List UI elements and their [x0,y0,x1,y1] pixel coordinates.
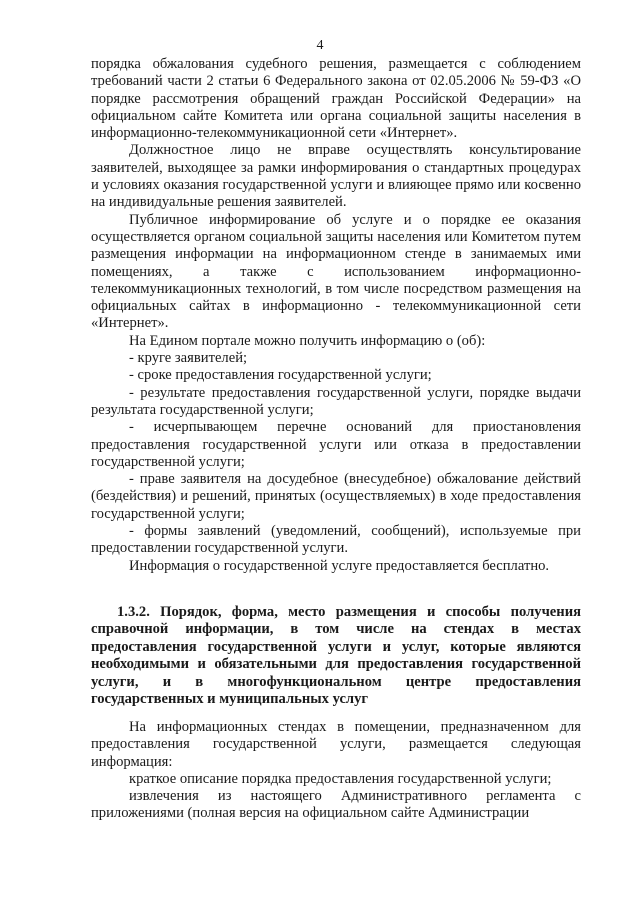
list-item: - исчерпывающем перечне оснований для приостановления предоставления государственной услуги или отказа в предоставлении государственной услуги; [91,419,581,470]
list-item: - результате предоставления государственной услуги, порядке выдачи результата государственной услуги; [91,384,581,418]
body-section-1 [91,56,581,575]
paragraph: На информационных стендах в помещении, предназначенном для предоставления государственной услуги, размещается следующая информация: [91,719,581,770]
paragraph: краткое описание порядка предоставления государственной услуги; [129,770,552,787]
paragraph: порядка обжалования судебного решения, размещается с соблюдением требований части 2 статьи 6 Федерального закона от 02.05.2006 № 59-ФЗ «О порядке рассмотрения обращений граждан Российской Федерации» на официальном сайте Комитета или органа социальной защиты населения в информационно-телекоммуникационной сети «Интернет». [91,56,581,142]
page-number: 4 [316,38,324,53]
paragraph: Должностное лицо не вправе осуществлять консультирование заявителей, выходящее за рамки информирования о стандартных процедурах и условиях оказания государственной услуги и влияющее прямо или косвенно на индивидуальные решения заявителей. [91,142,581,211]
paragraph: На Едином портале можно получить информацию о (об): [129,332,486,349]
section-heading: 1.3.2. Порядок, форма, место размещения и способы получения справочной информации, в том числе на стендах в местах предоставления государственной услуги и услуг, которые являются необходимыми и обязательными для предоставления государственной услуги, и в многофункциональном центре предоставления государственных и муниципальных услуг [91,604,581,708]
paragraph: Публичное информирование об услуге и о порядке ее оказания осуществляется органом социальной защиты населения или Комитетом путем размещения информации на информационном стенде в занимаемых ими помещениях, а также с использованием информационно-телекоммуникационных технологий, в том числе посредством размещения на официальных сайтах в информационно - телекоммуникационной сети «Интернет». [91,211,581,332]
paragraph: извлечения из настоящего Административного регламента с приложениями (полная версия на официальном сайте Администрации [91,788,581,822]
list-item: - формы заявлений (уведомлений, сообщений), используемые при предоставлении государственной услуги. [91,523,581,557]
list-item: - праве заявителя на досудебное (внесудебное) обжалование действий (бездействия) и решений, принятых (осуществляемых) в ходе предоставления государственной услуги; [91,471,581,522]
list-item: - круге заявителей; [129,350,248,367]
paragraph: Информация о государственной услуге предоставляется бесплатно. [129,557,550,574]
list-item: - сроке предоставления государственной услуги; [129,367,432,384]
body-section-2 [91,719,581,823]
